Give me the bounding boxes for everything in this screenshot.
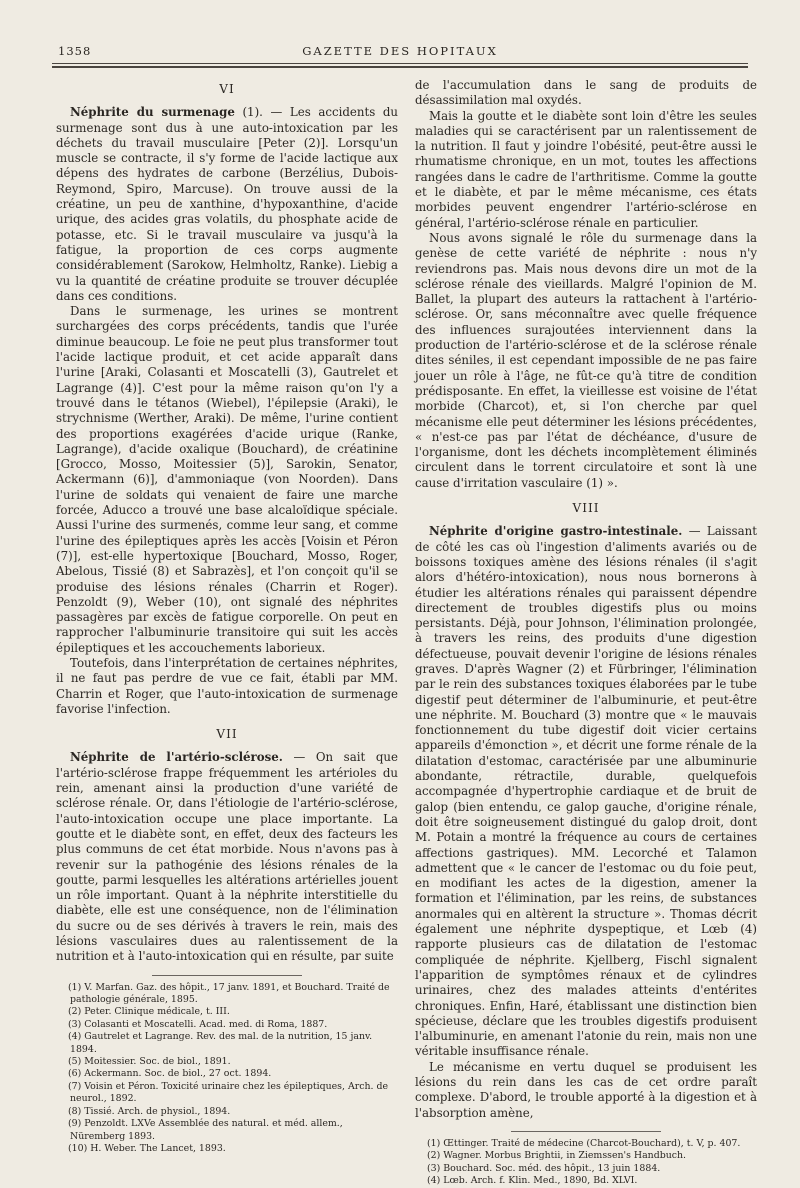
paragraph: Nous avons signalé le rôle du surmenage dans la genèse de cette variété de néphrite : nous n'y reviendrons pas. Mais nous devons dire un mot de la sclérose rénale des vieillards. Malgré l'opinion de M. Ballet, la plupart des auteurs la rattachent à l'artério-sclérose. Or, sans méconnaître avec quelle fréquence des influences surajoutées interviennent dans la production de l'artério-sclérose et de la sclérose rénale dites séniles, il est cependant impossible de ne pas faire jouer un rôle à l'âge, ne fût-ce qu'à titre de condition prédisposante. En effet, la vieillesse est voisine de l'état morbide (Charcot), et, si l'on cherche par quel mécanisme elle peut déterminer les lésions précédentes, « n'est-ce pas par l'état de déchéance, d'usure de l'organisme, dont les déchets incomplètement éliminés circulent dans le torrent circulatoire et sont là une cause d'irritation vasculaire (1) ». [415,230,757,490]
footnote: (9) Penzoldt. LXVe Assemblée des natural. et méd. allem., Nüremberg 1893. [68,1118,343,1142]
paragraph-title: Néphrite d'origine gastro-intestinale. [429,524,683,539]
page-number: 1358 [58,44,92,58]
paragraph-text: — Laissant de côté les cas où l'ingestion d'aliments avariés ou de boissons toxiques amène des lésions rénales (il s'agit alors d'hétéro-intoxication), nous nous bornerons à étudier les altérations rénales qui paraissent dépendre directement de troubles digestifs plus ou moins persistants. Déjà, pour Johnson, l'élimination prolongée, à travers les reins, des produits d'une digestion défectueuse, pouvait devenir l'origine de lésions rénales graves. D'après Wagner (2) et Fürbringer, l'élimination par le rein des substances toxiques élaborées par le tube digestif peut déterminer de l'albuminurie, et peut-être une néphrite. M. Bouchard (3) montre que « le mauvais fonctionnement du tube digestif doit vicier certains appareils d'émonction », et décrit une forme rénale de la dilatation d'estomac, caractérisée par une albuminurie abondante, rétractile, durable, quelquefois accompagnée d'hypertrophie cardiaque et de bruit de galop (bien entendu, ce galop gauche, d'origine rénale, doit être soigneusement distingué du galop droit, dont M. Potain a montré la fréquence au cours de certaines affections gastriques). MM. Lecorché et Talamon admettent que « le cancer de l'estomac ou du foie peut, en modifiant les actes de la digestion, amener la formation et l'élimination, par les reins, de substances anormales qui en altèrent la structure ». Thomas décrit également une néphrite dyspeptique, et Lœb (4) rapporte plusieurs cas de dilatation de l'estomac compliquée de néphrite. Kjellberg, Fischl signalent l'apparition de symptômes rénaux et de cylindres urinaires, chez des malades atteints d'entérites chroniques. Enfin, Haré, établissant une distinction bien spécieuse, déclare que les troubles digestifs produisent l'albuminurie, en amenant l'atonie du rein, mais non une véritable insuffisance rénale. [415,524,757,1059]
paragraph [56,105,398,304]
footnote: (3) Bouchard. Soc. méd. des hôpit., 13 juin 1884. [427,1162,661,1174]
header-rule [52,63,748,64]
footnote: (1) Œttinger. Traité de médecine (Charcot-Bouchard), t. V, p. 407. [427,1137,741,1149]
paragraph [56,750,398,964]
header-rule-thick [52,66,748,68]
footnote: (6) Ackermann. Soc. de biol., 27 oct. 1894. [68,1068,272,1080]
left-column [56,78,398,1154]
footnote: (5) Moitessier. Soc. de biol., 1891. [68,1056,231,1068]
right-column [415,78,757,1187]
footnotes [56,982,398,1156]
paragraph-title: Néphrite du surmenage [70,105,235,120]
journal-title: GAZETTE DES HOPITAUX [302,44,498,58]
paragraph-text: — On sait que l'artério-sclérose frappe fréquemment les artérioles du rein, amenant ainsi la production d'une variété de sclérose rénale. Or, dans l'étiologie de l'artério-sclérose, l'auto-intoxication occupe une place importante. La goutte et le diabète sont, en effet, deux des facteurs les plus communs de cet état morbide. Nous n'avons pas à revenir sur la pathogénie des lésions rénales de la goutte, parmi lesquelles les altérations artérielles jouent un rôle important. Quant à la néphrite interstitielle du diabète, elle est une conséquence, non de l'élimination du sucre ou de ses dérivés à travers le rein, mais des lésions vasculaires dues au ralentissement de la nutrition et à l'auto-intoxication qui en résulte, par suite [56,750,398,964]
footnote: (7) Voisin et Péron. Toxicité urinaire chez les épileptiques, Arch. de neurol., 1892. [68,1080,389,1105]
footnote-rule [511,1131,661,1132]
paragraph: Le mécanisme en vertu duquel se produisent les lésions du rein dans les cas de cet ordre paraît complexe. D'abord, le trouble apporté à la digestion et à l'absorption amène, [415,1059,757,1120]
footnote: (4) Gautrelet et Lagrange. Rev. des mal. de la nutrition, 15 janv. 1894. [68,1031,373,1055]
page-header [52,44,748,62]
paragraph-text: (1). — Les accidents du surmenage sont dus à une auto-intoxication par les déchets du travail musculaire [Peter (2)]. Lorsqu'un muscle se contracte, il s'y forme de l'acide lactique aux dépens des hydrates de carbone (Berzélius, Dubois-Reymond, Spiro, Marcuse). On trouve aussi de la créatine, un peu de xanthine, d'hypoxanthine, d'acide urique, des acides gras volatils, du phosphate acide de potasse, etc. Si le travail musculaire va jusqu'à la fatigue, la proportion de ces corps augmente considérablement (Sarokow, Helmholtz, Ranke). Liebig a vu la quantité de créatine produite se trouver décuplée dans ces conditions. [56,105,398,303]
paragraph: Toutefois, dans l'interprétation de certaines néphrites, il ne faut pas perdre de vue ce fait, établi par MM. Charrin et Roger, que l'auto-intoxication de surmenage favorise l'infection. [56,655,398,716]
section-heading-viii: VIII [572,501,600,516]
footnote: (3) Colasanti et Moscatelli. Acad. med. di Roma, 1887. [68,1018,328,1030]
footnote: (2) Peter. Clinique médicale, t. III. [68,1006,230,1018]
paragraph-title: Néphrite de l'artério-sclérose. [70,750,283,765]
footnote: (10) H. Weber. The Lancet, 1893. [68,1142,226,1154]
section-heading-vi: VI [219,82,235,96]
footnote: (2) Wagner. Morbus Brightii, in Ziemssen's Handbuch. [427,1150,687,1162]
paragraph: Dans le surmenage, les urines se montrent surchargées des corps précédents, tandis que l'urée diminue beaucoup. Le foie ne peut plus transformer tout l'acide lactique produit, et cet acide apparaît dans l'urine [Araki, Colasanti et Moscatelli (3), Gautrelet et Lagrange (4)]. C'est pour la même raison qu'on l'y a trouvé dans le tétanos (Wiebel), l'épilepsie (Araki), le strychnisme (Werther, Araki). De même, l'urine contient des proportions exagérées d'acide urique (Ranke, Lagrange), d'acide oxalique (Bouchard), de créatinine [Grocco, Mosso, Moitessier (5)], Sarokin, Senator, Ackermann (6)], d'ammoniaque (von Noorden). Dans l'urine de soldats qui venaient de faire une marche forcée, Aducco a trouvé une base alcaloïdique spéciale. Aussi l'urine des surmenés, comme leur sang, et comme l'urine des épileptiques après les accès [Voisin et Péron (7)], est-elle hypertoxique [Bouchard, Mosso, Roger, Abelous, Tissié (8) et Sabrazès], et l'on conçoit qu'il se produise des lésions rénales (Charrin et Roger). Penzoldt (9), Weber (10), ont signalé des néphrites passagères par excès de fatigue corporelle. On peut en rapprocher l'albuminurie transitoire qui suit les accès épileptiques et les accouchements laborieux. [56,304,398,655]
footnotes [415,1138,757,1188]
footnote: (8) Tissié. Arch. de physiol., 1894. [68,1105,231,1117]
paragraph [415,524,757,1059]
footnote: (1) V. Marfan. Gaz. des hôpit., 17 janv. 1891, et Bouchard. Traité de pathologie générale, 1895. [68,981,390,1006]
section-heading-vii: VII [216,727,238,742]
paragraph: de l'accumulation dans le sang de produits de désassimilation mal oxydés. [415,78,757,108]
footnote-rule [152,975,302,976]
footnote: (4) Lœb. Arch. f. Klin. Med., 1890, Bd. XLVI. [427,1175,638,1187]
paragraph: Mais la goutte et le diabète sont loin d'être les seules maladies qui se caractérisent par un ralentissement de la nutrition. Il faut y joindre l'obésité, peut-être aussi le rhumatisme chronique, en un mot, toutes les affections rangées dans le cadre de l'arthritisme. Comme la goutte et le diabète, et par le même mécanisme, ces états morbides peuvent engendrer l'artério-sclérose en général, l'artério-sclérose rénale en particulier. [415,108,757,230]
